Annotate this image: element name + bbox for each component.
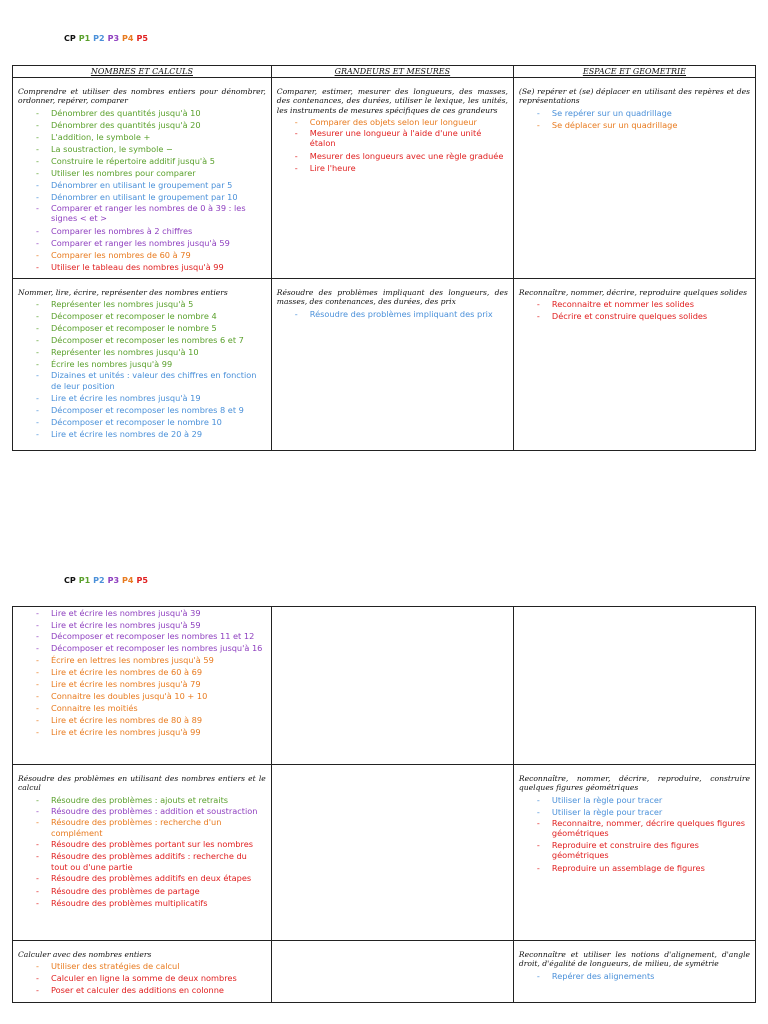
objective-item: - Lire et écrire les nombres de 20 à 29	[36, 428, 266, 440]
objective-item: - Lire et écrire les nombres jusqu'à 39	[36, 607, 266, 619]
objectives-list	[277, 116, 508, 174]
objectives-list	[18, 794, 266, 909]
cell-grandeurs-mesures	[271, 78, 513, 279]
legend-cp: CP	[64, 34, 76, 43]
objective-item: - Décomposer et recomposer le nombre 10	[36, 416, 266, 428]
objective-item: - Écrire en lettres les nombres jusqu'à 59	[36, 654, 266, 666]
objective-item: - Dénombrer des quantités jusqu'à 10	[36, 107, 266, 119]
objective-item: - Utiliser les nombres pour comparer	[36, 167, 266, 179]
cell-nombres-calculs	[13, 279, 272, 451]
objective-item: - Reproduire et construire des figures géométriques	[537, 840, 750, 861]
header-nombres-calculs: NOMBRES ET CALCULS	[13, 66, 272, 78]
objective-item: - Se déplacer sur un quadrillage	[537, 119, 750, 131]
objective-item: - Calculer en ligne la somme de deux nombres	[36, 972, 266, 984]
competence-heading: Résoudre des problèmes en utilisant des nombres entiers et le calcul	[18, 774, 266, 793]
objectives-list	[18, 298, 266, 440]
header-espace-geometrie: ESPACE ET GEOMETRIE	[513, 66, 755, 78]
objectives-list	[519, 794, 750, 874]
objective-item: - Lire et écrire les nombres jusqu'à 79	[36, 678, 266, 690]
header-grandeurs-mesures: GRANDEURS ET MESURES	[271, 66, 513, 78]
legend-p3: P3	[107, 34, 120, 43]
competence-heading: Comprendre et utiliser des nombres entiers pour dénombrer, ordonner, repérer, comparer	[18, 87, 266, 106]
objective-item: - Résoudre des problèmes additifs : recherche du tout ou d'une partie	[36, 851, 266, 872]
legend-p5: P5	[136, 576, 148, 585]
competence-heading: Reconnaître, nommer, décrire, reproduire quelques solides	[518, 288, 747, 297]
objective-item: - Reconnaitre, nommer, décrire quelques figures géométriques	[537, 818, 750, 839]
legend-p1: P1	[78, 34, 91, 43]
objective-item: - Repérer des alignements	[537, 970, 750, 982]
objectives-list	[18, 607, 266, 738]
legend-p4: P4	[122, 34, 134, 43]
legend-cp: CP	[64, 576, 76, 585]
objective-item: - Décomposer et recomposer les nombres jusqu'à 16	[36, 643, 266, 654]
objective-item: - L'addition, le symbole +	[36, 131, 266, 143]
legend-p2: P2	[93, 576, 105, 585]
objective-item: - Dénombrer des quantités jusqu'à 20	[36, 119, 266, 131]
content-row	[13, 765, 756, 941]
competence-heading: Calculer avec des nombres entiers	[18, 950, 152, 959]
objective-item: - Construire le répertoire additif jusqu'à 5	[36, 155, 266, 167]
legend-p4: P4	[122, 576, 134, 585]
objective-item: - Résoudre des problèmes multiplicatifs	[36, 897, 266, 909]
objective-item: - Écrire les nombres jusqu'à 99	[36, 358, 266, 370]
objective-item: - Comparer et ranger les nombres de 0 à 39 : les signes < et >	[36, 203, 266, 224]
content-row	[13, 279, 756, 451]
objective-item: - Résoudre des problèmes : addition et soustraction	[36, 806, 266, 817]
programme-table-2	[12, 606, 756, 1003]
objective-item: - Lire et écrire les nombres jusqu'à 59	[36, 619, 266, 631]
objectives-list	[18, 107, 266, 273]
objective-item: - Résoudre des problèmes de partage	[36, 885, 266, 897]
objective-item: - Comparer des objets selon leur longueur	[295, 116, 508, 128]
objectives-list	[519, 107, 750, 131]
objective-item: - Résoudre des problèmes additifs en deux étapes	[36, 873, 266, 884]
objective-item: - Décomposer et recomposer le nombre 4	[36, 310, 266, 322]
competence-heading: Nommer, lire, écrire, représenter des nombres entiers	[18, 288, 228, 297]
legend-p3: P3	[107, 576, 120, 585]
legend-p2: P2	[93, 34, 105, 43]
objective-item: - Connaitre les doubles jusqu'à 10 + 10	[36, 690, 266, 702]
content-row	[13, 941, 756, 1003]
objectives-list	[519, 970, 750, 982]
objective-item: - Utiliser la règle pour tracer	[537, 806, 750, 818]
objective-item: - Résoudre des problèmes impliquant des prix	[295, 308, 508, 320]
objective-item: - Mesurer des longueurs avec une règle graduée	[295, 150, 508, 162]
objective-item: - Comparer les nombres à 2 chiffres	[36, 225, 266, 237]
objective-item: - Décomposer et recomposer les nombres 11 et 12	[36, 631, 266, 642]
objective-item: - Utiliser le tableau des nombres jusqu'à 99	[36, 261, 266, 273]
objective-item: - Se repérer sur un quadrillage	[537, 107, 750, 119]
objective-item: - Représenter les nombres jusqu'à 5	[36, 298, 266, 310]
legend-p5: P5	[136, 34, 148, 43]
cell-espace-geometrie	[513, 941, 755, 1003]
cell-nombres-calculs	[13, 765, 272, 941]
content-row	[13, 607, 756, 765]
objective-item: - Dizaines et unités : valeur des chiffres en fonction de leur position	[36, 370, 266, 391]
objective-item: - Résoudre des problèmes portant sur les nombres	[36, 839, 266, 850]
objective-item: - Comparer les nombres de 60 à 79	[36, 249, 266, 261]
objective-item: - Décomposer et recomposer les nombres 8 et 9	[36, 404, 266, 416]
objective-item: - Reconnaitre et nommer les solides	[537, 298, 750, 310]
objective-item: - Décomposer et recomposer le nombre 5	[36, 322, 266, 334]
cell-espace-geometrie	[513, 279, 755, 451]
cell-nombres-calculs	[13, 607, 272, 765]
objective-item: - Lire et écrire les nombres de 80 à 89	[36, 714, 266, 726]
objective-item: - Utiliser des stratégies de calcul	[36, 960, 266, 972]
objective-item: - Résoudre des problèmes : recherche d'un complément	[36, 817, 266, 838]
competence-heading: Reconnaître et utiliser les notions d'alignement, d'angle droit, d'égalité de longueurs, de milieu, de symétrie	[518, 950, 750, 969]
level-legend	[64, 34, 151, 43]
objective-item: - Utiliser la règle pour tracer	[537, 794, 750, 806]
competence-heading: Reconnaître, nommer, décrire, reproduire, construire quelques figures géométriques	[518, 774, 750, 793]
content-row	[13, 78, 756, 279]
competence-heading: Comparer, estimer, mesurer des longueurs, des masses, des contenances, des durées, utiliser le lexique, les unités, les instruments de mesures spécifiques de ces grandeurs	[276, 87, 508, 115]
level-legend-page-2	[64, 576, 151, 585]
objective-item: - La soustraction, le symbole −	[36, 143, 266, 155]
cell-nombres-calculs	[13, 78, 272, 279]
cell-grandeurs-mesures	[271, 279, 513, 451]
legend-p1: P1	[78, 576, 91, 585]
objective-item: - Résoudre des problèmes : ajouts et retraits	[36, 794, 266, 806]
competence-heading: Résoudre des problèmes impliquant des longueurs, des masses, des contenances, des durées, des prix	[276, 288, 508, 307]
objective-item: - Décomposer et recomposer les nombres 6 et 7	[36, 334, 266, 346]
cell-grandeurs-mesures	[271, 607, 513, 765]
objective-item: - Lire l'heure	[295, 162, 508, 174]
cell-nombres-calculs	[13, 941, 272, 1003]
objective-item: - Reproduire un assemblage de figures	[537, 862, 750, 874]
objective-item: - Lire et écrire les nombres jusqu'à 19	[36, 392, 266, 404]
objective-item: - Poser et calculer des additions en colonne	[36, 984, 266, 996]
cell-espace-geometrie	[513, 78, 755, 279]
objectives-list	[18, 960, 266, 996]
objective-item: - Dénombrer en utilisant le groupement par 10	[36, 191, 266, 203]
objectives-list	[277, 308, 508, 320]
cell-grandeurs-mesures	[271, 941, 513, 1003]
cell-grandeurs-mesures	[271, 765, 513, 941]
objective-item: - Lire et écrire les nombres jusqu'à 99	[36, 726, 266, 738]
objective-item: - Représenter les nombres jusqu'à 10	[36, 346, 266, 358]
header-row	[13, 66, 756, 78]
objective-item: - Décrire et construire quelques solides	[537, 310, 750, 322]
objective-item: - Connaitre les moitiés	[36, 702, 266, 714]
programme-table-1	[12, 65, 756, 451]
objective-item: - Dénombrer en utilisant le groupement par 5	[36, 179, 266, 191]
objective-item: - Lire et écrire les nombres de 60 à 69	[36, 666, 266, 678]
objective-item: - Comparer et ranger les nombres jusqu'à 59	[36, 237, 266, 249]
objective-item: - Mesurer une longueur à l'aide d'une unité étalon	[295, 128, 508, 149]
cell-espace-geometrie	[513, 607, 755, 765]
objectives-list	[519, 298, 750, 322]
competence-heading: (Se) repérer et (se) déplacer en utilisant des repères et des représentations	[518, 87, 750, 106]
cell-espace-geometrie	[513, 765, 755, 941]
